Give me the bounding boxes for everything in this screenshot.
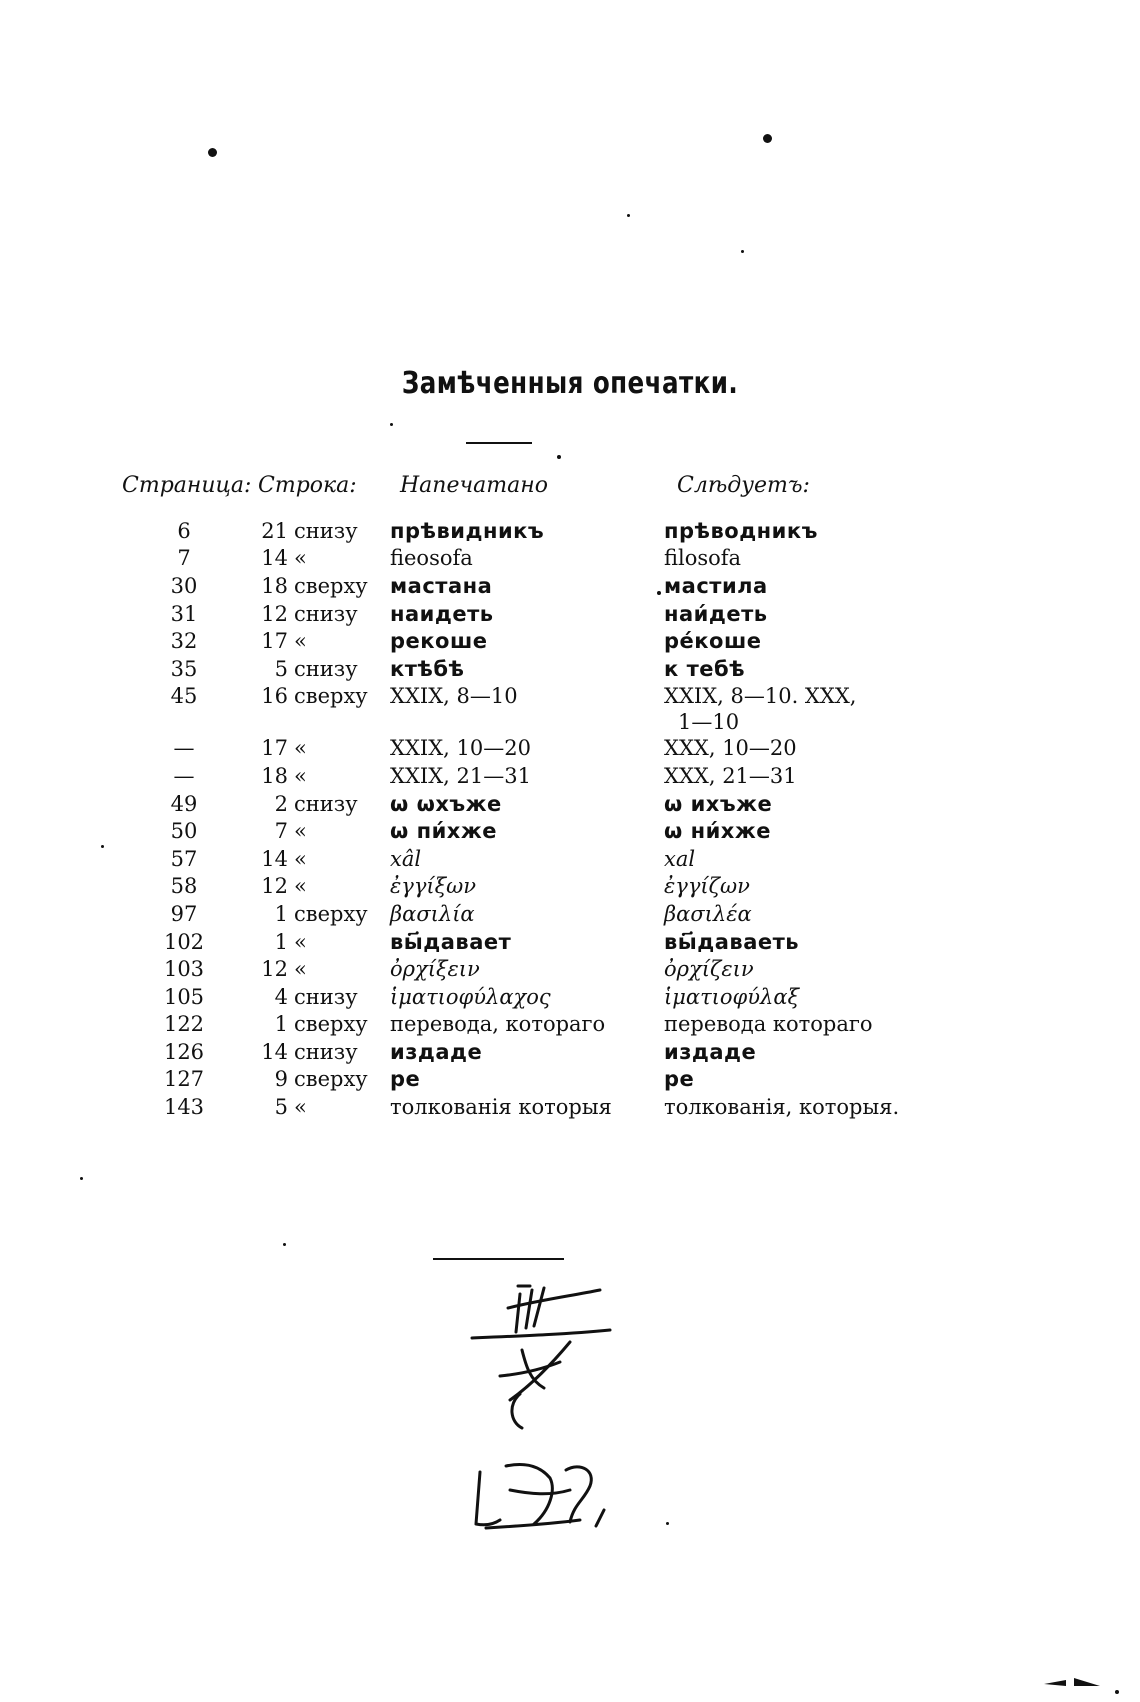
header-correct: Слѣдуетъ: — [677, 473, 810, 498]
cell-position: снизу — [294, 1039, 358, 1064]
cell-position: « — [294, 546, 307, 571]
cell-printed: ἐγγίξων — [390, 874, 477, 899]
cell-line: 18 — [261, 763, 288, 788]
table-row — [120, 790, 924, 818]
cell-page: 57 — [170, 846, 198, 871]
handwritten-number — [470, 1450, 630, 1540]
handwritten-shelfmark — [460, 1276, 640, 1436]
corner-mark — [1040, 1670, 1120, 1690]
cell-line: 1 — [274, 1012, 288, 1037]
cell-position: « — [294, 929, 307, 954]
cell-position: сверху — [294, 901, 368, 926]
cell-position: сверху — [294, 1012, 368, 1037]
cell-line: 16 — [261, 683, 288, 708]
cell-page: 143 — [163, 1095, 205, 1120]
cell-position: сверху — [294, 1067, 368, 1092]
cell-printed: XXIX, 8—10 — [390, 683, 518, 708]
table-row — [120, 762, 924, 790]
cell-printed: XXIX, 21—31 — [390, 763, 531, 788]
table-row — [120, 955, 924, 983]
cell-correct: толкованія, которыя. — [664, 1095, 900, 1120]
table-row — [120, 873, 924, 901]
cell-page: — — [173, 736, 195, 761]
table-row — [120, 683, 924, 735]
bottom-rule — [433, 1258, 564, 1260]
cell-correct: ἱματιοφύλαξ — [664, 984, 800, 1009]
cell-page: 97 — [170, 901, 198, 926]
cell-printed: XXIX, 10—20 — [390, 736, 531, 761]
cell-page: — — [173, 763, 195, 788]
table-row — [120, 1038, 924, 1066]
cell-printed: ἱματιοφύλαχος — [390, 984, 551, 1009]
cell-page: 122 — [163, 1012, 205, 1037]
cell-correct: перевода котораго — [664, 1012, 873, 1037]
table-row — [120, 900, 924, 928]
cell-printed: издаде — [390, 1039, 483, 1064]
cell-printed: рекоше — [390, 629, 488, 654]
cell-page: 126 — [163, 1039, 205, 1064]
cell-correct: ѡ ни́хже — [664, 819, 771, 844]
cell-line: 17 — [261, 629, 288, 654]
cell-line: 12 — [261, 957, 288, 982]
cell-line: 9 — [274, 1067, 288, 1092]
cell-correct: filosofa — [664, 546, 742, 571]
header-page: Страница: — [122, 473, 252, 498]
cell-line: 14 — [261, 546, 288, 571]
cell-position: « — [294, 874, 307, 899]
cell-position: « — [294, 763, 307, 788]
table-row — [120, 600, 924, 628]
table-row — [120, 928, 924, 956]
cell-position: « — [294, 736, 307, 761]
header-printed: Напечатано — [400, 473, 549, 498]
cell-printed: ѡ пи́хже — [390, 819, 497, 844]
cell-page: 102 — [163, 929, 205, 954]
cell-line: 17 — [261, 736, 288, 761]
cell-page: 105 — [163, 984, 205, 1009]
cell-page: 58 — [170, 874, 198, 899]
cell-line: 5 — [274, 656, 288, 681]
cell-printed: xâl — [390, 846, 422, 871]
table-row — [120, 1011, 924, 1039]
cell-correct — [664, 683, 924, 735]
table-row — [120, 517, 924, 545]
cell-correct-line1: XXIX, 8—10. XXX, — [664, 683, 857, 708]
title-rule — [466, 442, 532, 444]
cell-position: снизу — [294, 984, 358, 1009]
ink-speck — [557, 455, 561, 459]
cell-correct: ѡ ихъже — [664, 791, 773, 816]
cell-printed: fieosofa — [390, 546, 473, 571]
cell-printed: ре — [390, 1067, 421, 1092]
cell-printed: ὀρχίξειν — [390, 957, 480, 982]
cell-position: « — [294, 819, 307, 844]
cell-correct: издаде — [664, 1039, 757, 1064]
header-line: Строка: — [258, 473, 357, 498]
cell-line: 12 — [261, 601, 288, 626]
ink-speck — [627, 214, 630, 217]
cell-correct: прѣводникъ — [664, 518, 818, 543]
cell-correct: ὀρχίζειν — [664, 957, 754, 982]
ink-speck — [1115, 1690, 1119, 1694]
cell-correct: ἐγγίζων — [664, 874, 750, 899]
cell-correct: βασιλέα — [664, 901, 752, 926]
cell-position: « — [294, 846, 307, 871]
cell-correct: ре — [664, 1067, 695, 1092]
cell-correct: XXX, 10—20 — [664, 736, 797, 761]
cell-correct: наи́деть — [664, 601, 768, 626]
ink-speck — [101, 845, 104, 848]
cell-line: 21 — [261, 518, 288, 543]
cell-line: 5 — [274, 1095, 288, 1120]
cell-correct: мастила — [664, 573, 768, 598]
cell-line: 2 — [274, 791, 288, 816]
cell-position: снизу — [294, 518, 358, 543]
cell-position: « — [294, 957, 307, 982]
cell-position: снизу — [294, 791, 358, 816]
ink-dot — [208, 148, 217, 157]
ink-speck — [666, 1522, 669, 1525]
cell-printed: мастана — [390, 573, 493, 598]
cell-position: « — [294, 629, 307, 654]
cell-page: 35 — [170, 656, 198, 681]
ink-speck — [741, 250, 744, 253]
cell-printed: наидеть — [390, 601, 494, 626]
cell-line: 14 — [261, 846, 288, 871]
errata-table — [120, 517, 924, 1121]
table-row — [120, 572, 924, 600]
cell-position: снизу — [294, 656, 358, 681]
cell-page: 50 — [170, 819, 198, 844]
cell-page: 103 — [163, 957, 205, 982]
cell-line: 14 — [261, 1039, 288, 1064]
cell-correct: ре́коше — [664, 629, 762, 654]
cell-printed: βασιλία — [390, 901, 475, 926]
ink-speck — [390, 423, 393, 426]
cell-page: 45 — [170, 683, 198, 708]
cell-line: 1 — [274, 901, 288, 926]
cell-page: 127 — [163, 1067, 205, 1092]
cell-position: сверху — [294, 573, 368, 598]
cell-correct: к тебѣ — [664, 656, 746, 681]
cell-correct: XXX, 21—31 — [664, 763, 797, 788]
ink-dot — [763, 134, 772, 143]
cell-printed: перевода, котораго — [390, 1012, 606, 1037]
cell-line: 7 — [274, 819, 288, 844]
page-title: Замѣченныя опечатки. — [401, 366, 739, 401]
cell-printed: ѡ ѡхъже — [390, 791, 502, 816]
cell-correct: вы҃даваеть — [664, 929, 800, 954]
cell-correct: xal — [664, 846, 696, 871]
table-row — [120, 817, 924, 845]
cell-position: сверху — [294, 683, 368, 708]
cell-correct-line2: 1—10 — [678, 709, 740, 734]
table-row — [120, 1093, 924, 1121]
cell-page: 7 — [177, 546, 191, 571]
ink-speck — [283, 1243, 286, 1246]
cell-line: 18 — [261, 573, 288, 598]
cell-page: 49 — [170, 791, 198, 816]
cell-position: снизу — [294, 601, 358, 626]
cell-page: 31 — [170, 601, 198, 626]
cell-page: 30 — [170, 573, 198, 598]
cell-page: 6 — [177, 518, 191, 543]
table-row — [120, 655, 924, 683]
table-row — [120, 627, 924, 655]
table-row — [120, 735, 924, 763]
cell-printed: прѣвидникъ — [390, 518, 545, 543]
cell-line: 4 — [274, 984, 288, 1009]
table-row — [120, 545, 924, 573]
cell-position: « — [294, 1095, 307, 1120]
cell-printed: ктѣбѣ — [390, 656, 465, 681]
table-row — [120, 1066, 924, 1094]
table-row — [120, 845, 924, 873]
cell-printed: вы҃давает — [390, 929, 512, 954]
cell-line: 1 — [274, 929, 288, 954]
table-row — [120, 983, 924, 1011]
cell-line: 12 — [261, 874, 288, 899]
cell-page: 32 — [170, 629, 198, 654]
ink-speck — [80, 1177, 83, 1180]
cell-printed: толкованія которыя — [390, 1095, 612, 1120]
